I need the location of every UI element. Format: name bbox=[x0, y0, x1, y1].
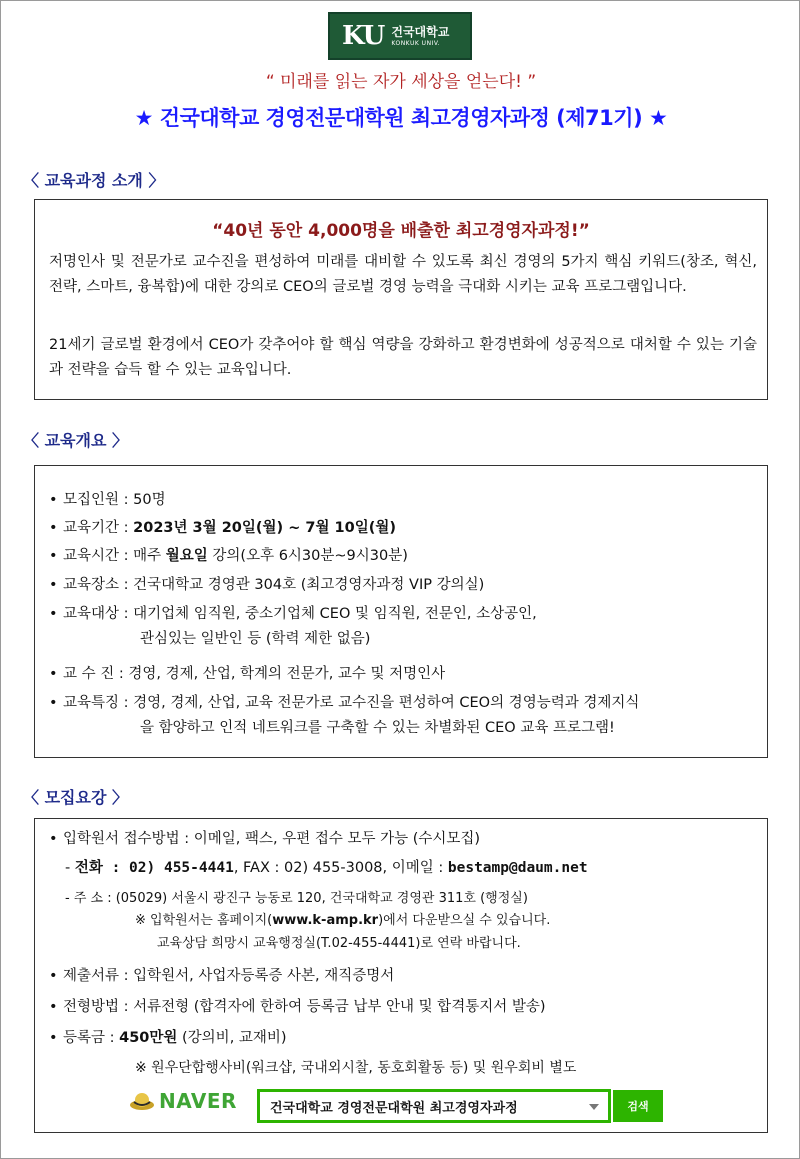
naver-wordmark: NAVER bbox=[159, 1089, 237, 1113]
recruit-contact: - 전화 : 02) 455-4441, FAX : 02) 455-3008, 이메일 : bestamp@daum.net bbox=[65, 860, 588, 876]
recruit-screening: • 전형방법 : 서류전형 (합격자에 한하여 등록금 납부 안내 및 합격통지서 발송) bbox=[49, 999, 546, 1015]
overview-item-target: • 교육대상 : 대기업체 임직원, 중소기업체 CEO 및 임직원, 전문인, 소상공인, bbox=[49, 606, 537, 622]
recruit-consult-note: 교육상담 희망시 교육행정실(T.02-455-4441)로 연락 바랍니다. bbox=[157, 936, 521, 951]
intro-paragraph-2: 21세기 글로벌 환경에서 CEO가 갖추어야 할 핵심 역량을 강화하고 환경변화에 성공적으로 대처할 수 있는 기술과 전략을 습득 할 수 있는 교육입니다. bbox=[49, 337, 757, 378]
logo-english-name: KONKUK UNIV. bbox=[391, 39, 441, 47]
section-heading-overview: 〈 교육개요 〉 bbox=[23, 431, 128, 450]
overview-item-period: • 교육기간 : 2023년 3월 20일(월) ~ 7월 10일(월) bbox=[49, 520, 396, 536]
recruit-phone: 전화 : 02) 455-4441 bbox=[74, 860, 234, 876]
logo-korean-name: 건국대학교 bbox=[391, 24, 450, 39]
logo-mark: KU bbox=[342, 21, 385, 51]
recruit-fee-note: ※ 원우단합행사비(워크샵, 국내외시찰, 동호회활동 등) 및 원우회비 별도 bbox=[135, 1060, 577, 1076]
recruit-download-note: ※ 입학원서는 홈페이지(www.k-amp.kr)에서 다운받으실 수 있습니다. bbox=[135, 913, 551, 928]
overview-item-place: • 교육장소 : 건국대학교 경영관 304호 (최고경영자과정 VIP 강의실) bbox=[49, 577, 485, 593]
recruit-documents: • 제출서류 : 입학원서, 사업자등록증 사본, 재직증명서 bbox=[49, 968, 395, 984]
page-title: ★ 건국대학교 경영전문대학원 최고경영자과정 (제71기) ★ bbox=[134, 106, 668, 130]
recruit-fee: • 등록금 : 450만원 (강의비, 교재비) bbox=[49, 1030, 287, 1046]
recruit-email: bestamp@daum.net bbox=[447, 860, 588, 876]
overview-box bbox=[34, 465, 768, 758]
intro-tagline: “40년 동안 4,000명을 배출한 최고경영자과정!” bbox=[212, 221, 590, 241]
section-heading-recruit: 〈 모집요강 〉 bbox=[23, 788, 128, 807]
overview-feature-continued: 을 함양하고 인적 네트워크를 구축할 수 있는 차별화된 CEO 교육 프로그램! bbox=[140, 720, 615, 736]
section-heading-intro: 〈 교육과정 소개 〉 bbox=[23, 171, 165, 190]
recruit-address: - 주 소 : (05029) 서울시 광진구 능동로 120, 건국대학교 경영관 311호 (행정실) bbox=[65, 891, 528, 906]
naver-search-button[interactable]: 검색 bbox=[613, 1090, 663, 1122]
overview-target-continued: 관심있는 일반인 등 (학력 제한 없음) bbox=[140, 631, 371, 647]
overview-item-feature: • 교육특징 : 경영, 경제, 산업, 교육 전문가로 교수진을 편성하여 CEO의 경영능력과 경제지식 bbox=[49, 695, 640, 711]
naver-hat-icon bbox=[129, 1090, 155, 1112]
naver-logo bbox=[129, 1089, 237, 1113]
homepage-url: www.k-amp.kr bbox=[272, 913, 379, 928]
overview-item-faculty: • 교 수 진 : 경영, 경제, 산업, 학계의 전문가, 교수 및 저명인사 bbox=[49, 666, 446, 682]
dropdown-caret-icon[interactable] bbox=[589, 1104, 599, 1110]
recruit-box bbox=[34, 818, 768, 1133]
slogan: “ 미래를 읽는 자가 세상을 얻는다! ” bbox=[265, 72, 537, 92]
naver-search-query: 건국대학교 경영전문대학원 최고경영자과정 bbox=[270, 1100, 518, 1116]
naver-search-input[interactable] bbox=[257, 1089, 611, 1123]
recruit-method: • 입학원서 접수방법 : 이메일, 팩스, 우편 접수 모두 가능 (수시모집) bbox=[49, 831, 481, 847]
intro-paragraph-1: 저명인사 및 전문가로 교수진을 편성하여 미래를 대비할 수 있도록 최신 경영의 5가지 핵심 키워드(창조, 혁신, 전략, 스마트, 융복합)에 대한 강의로 CEO의 글로벌 경영 능력을 극대화 시키는 교육 프로그램입니다. bbox=[49, 254, 757, 295]
intro-box bbox=[34, 199, 768, 400]
overview-item-time: • 교육시간 : 매주 월요일 강의(오후 6시30분~9시30분) bbox=[49, 548, 408, 564]
overview-item-recruit: • 모집인원 : 50명 bbox=[49, 492, 166, 508]
konkuk-logo bbox=[328, 12, 472, 60]
